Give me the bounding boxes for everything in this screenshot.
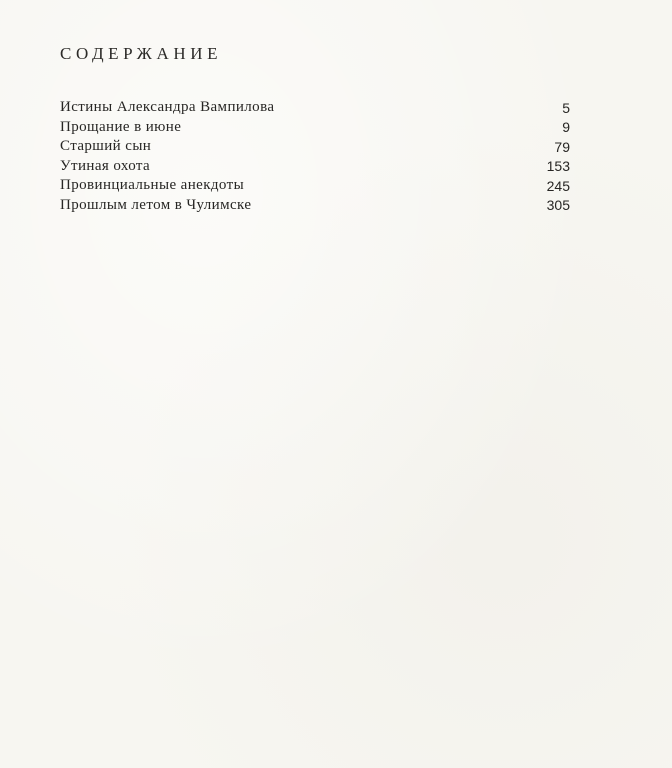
toc-entry-title: Утиная охота [60,157,151,174]
toc-entry-page: 9 [562,119,570,136]
toc-entry-page: 79 [554,138,570,155]
contents-heading: СОДЕРЖАНИЕ [60,44,223,63]
toc-entry [60,118,570,138]
dot-leader [274,106,538,109]
toc-entry [60,137,570,157]
toc-entry-page: 245 [546,177,570,194]
toc-entry-page: 5 [562,99,570,116]
toc-entry-title: Истины Александра Вампилова [60,99,275,116]
toc-entry [60,98,570,118]
toc-entry [60,196,570,216]
dot-leader [150,165,538,168]
dot-leader [151,145,538,148]
toc-entry-title: Старший сын [60,138,152,155]
toc-entry-title: Прошлым летом в Чулимске [60,196,252,213]
toc-entry-page: 153 [546,158,570,175]
table-of-contents [60,98,570,215]
toc-entry [60,157,570,177]
dot-leader [251,204,538,207]
toc-entry-page: 305 [546,197,570,214]
toc-entry [60,176,570,196]
toc-entry-title: Провинциальные анекдоты [60,177,245,194]
dot-leader [244,184,538,187]
dot-leader [181,126,538,129]
toc-entry-title: Прощание в июне [60,118,182,135]
